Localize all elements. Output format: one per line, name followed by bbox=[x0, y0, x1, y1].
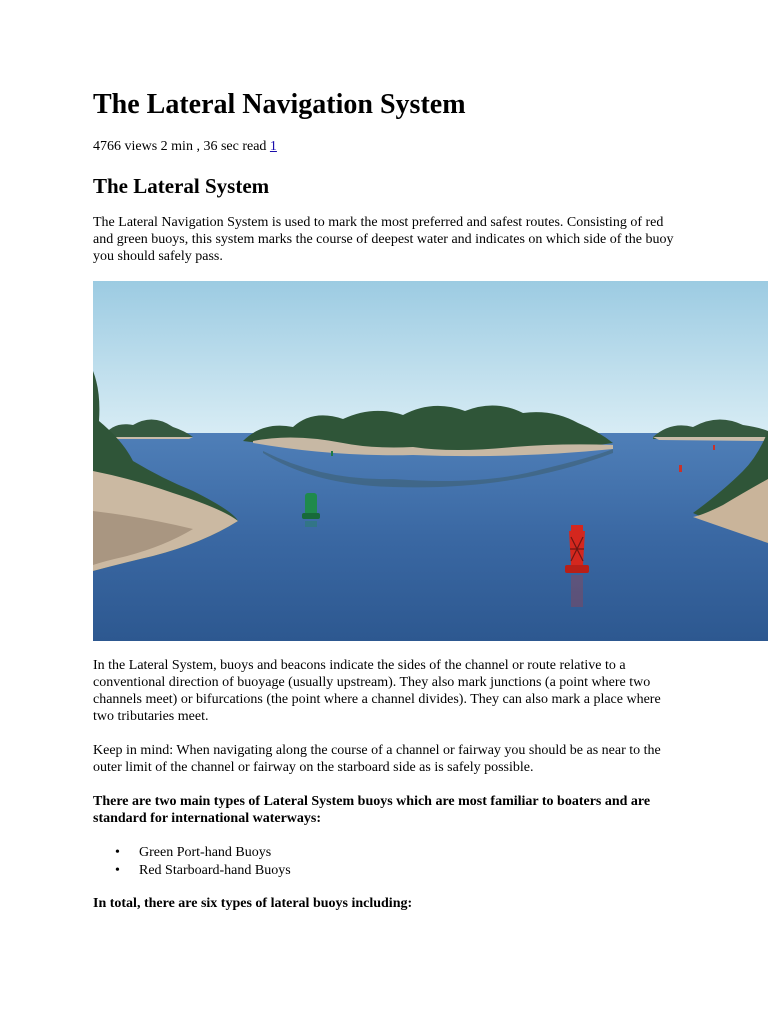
closing-paragraph: In total, there are six types of lateral buoys including: bbox=[93, 896, 413, 911]
lateral-system-illustration bbox=[93, 281, 768, 641]
article-meta bbox=[93, 138, 277, 155]
section-heading: The Lateral System bbox=[93, 174, 270, 198]
list-item: • Red Starboard-hand Buoys bbox=[115, 863, 291, 878]
intro-paragraph: The Lateral Navigation System is used to mark the most preferred and safest routes. Consisting of red and green buoys, this system marks the course of deepest water and indicates on which side of the buoy you should safely pass. bbox=[93, 215, 674, 264]
distant-red-marker bbox=[679, 465, 682, 472]
read-stats: 4766 views 2 min , 36 sec read bbox=[93, 139, 270, 154]
body-paragraph-1: In the Lateral System, buoys and beacons indicate the sides of the channel or route relative to a conventional direction of buoyage (usually upstream). They also mark junctions (a point where two channels meet) or bifurcations (the point where a channel divides). They can also mark a place where two tributaries meet. bbox=[93, 658, 661, 724]
distant-green-marker bbox=[331, 451, 333, 456]
body-paragraph-2: Keep in mind: When navigating along the course of a channel or fairway you should be as near to the outer limit of the channel or fairway on the starboard side as is safely possible. bbox=[93, 743, 661, 775]
list-item: • Green Port-hand Buoys bbox=[115, 845, 272, 860]
distant-red-marker bbox=[713, 445, 715, 450]
buoy-types-list bbox=[93, 844, 291, 880]
buoy-types-lead: There are two main types of Lateral System buoys which are most familiar to boaters and are standard for international waterways: bbox=[93, 794, 651, 826]
page-title: The Lateral Navigation System bbox=[93, 89, 466, 120]
footnote-link[interactable]: 1 bbox=[269, 139, 277, 154]
